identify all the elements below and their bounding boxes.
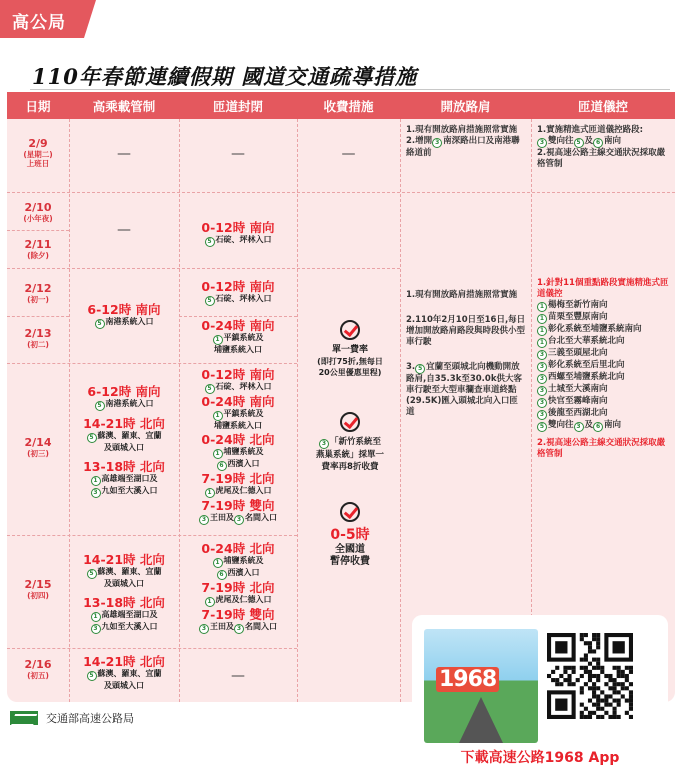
freeway-icon: 3 (537, 350, 547, 360)
qr-module (617, 699, 621, 703)
qr-module (567, 674, 571, 678)
qr-module (588, 674, 592, 678)
qr-module (596, 662, 600, 666)
qr-module (604, 694, 608, 698)
qr-module (592, 649, 596, 653)
freeway-3-icon: 3 (319, 439, 329, 449)
qr-module (559, 674, 563, 678)
freeway-1-icon: 1 (213, 449, 223, 459)
qr-module (617, 703, 621, 707)
empty-mark: — (341, 146, 356, 162)
qr-module (608, 715, 612, 719)
meter-segment-item: 3 後龍至西湖北向 (537, 408, 671, 420)
freeway-icon: 1 (537, 314, 547, 324)
date-2-11: 2/11 (除夕) (24, 238, 52, 260)
toll-flat-rate: 單一費率 (即打75折,無每日 20公里優惠里程) (307, 320, 393, 378)
qr-module (617, 682, 621, 686)
qr-module (621, 670, 625, 674)
ramp-2-12: 0-12時 南向 5 石碇、坪林入口 (201, 279, 275, 304)
qr-module (563, 670, 567, 674)
date-2-13: 2/13 (初二) (24, 327, 52, 349)
qr-module (588, 641, 592, 645)
header-toll: 收費措施 (297, 92, 400, 119)
row-divider (7, 648, 297, 649)
qr-module (625, 711, 629, 715)
row-divider (7, 535, 297, 536)
qr-module (625, 686, 629, 690)
row-divider (179, 316, 297, 317)
qr-module (600, 690, 604, 694)
freeway-3-icon: 3 (537, 138, 547, 148)
header-ramp-closure: 匝道封閉 (179, 92, 297, 119)
qr-module (592, 682, 596, 686)
row-divider (7, 230, 69, 231)
qr-module (621, 674, 625, 678)
qr-module (604, 711, 608, 715)
ramp-2-10-11: 0-12時 南向 5 石碇、坪林入口 (201, 220, 275, 245)
qr-module (596, 678, 600, 682)
hov-2-12-13: 6-12時 南向 5 南港系統入口 (87, 302, 161, 327)
qr-module (588, 711, 592, 715)
qr-module (608, 678, 612, 682)
app-download-label[interactable]: 下載高速公路1968 App (460, 750, 620, 766)
meter-segment-item: 3 土城至大溪南向 (537, 384, 671, 396)
qr-module (555, 682, 559, 686)
qr-module (576, 678, 580, 682)
qr-module (580, 711, 584, 715)
qr-module (592, 666, 596, 670)
qr-module (600, 670, 604, 674)
qr-module (604, 703, 608, 707)
qr-module (608, 703, 612, 707)
freeway-5-icon: 5 (205, 237, 215, 247)
qr-module (580, 690, 584, 694)
qr-module (613, 699, 617, 703)
header-hov: 高乘載管制 (69, 92, 179, 119)
qr-module (580, 633, 584, 637)
qr-module (617, 666, 621, 670)
freeway-5-icon: 5 (415, 364, 425, 374)
qr-module (629, 694, 633, 698)
qr-module (596, 658, 600, 662)
freeway-1-icon: 1 (213, 411, 223, 421)
meter-2-12-16: 1.針對11個重點路段實施精進式匝道儀控 1 楊梅至新竹南向 1 苗栗至豐原南向 1 彰化系統至埔鹽系統南向 1 台北至大華系統北向 3 三義至頭屋北向 3 彰化系統至后里北向 3 西螺至埔鹽系統北向 3 土城至大溪南向 3 快官至霧峰南向 3 後龍至西湖北向 5 雙向往 3 及 6 南向 2.視高速公路主線交通狀況採取嚴格管制 (537, 278, 671, 460)
qr-module (621, 682, 625, 686)
toll-discount: 3 「新竹系統至 燕巢系統」採單一 費率再8折收費 (307, 412, 393, 473)
meter-segment-item: 3 快官至霧峰南向 (537, 396, 671, 408)
freeway-1-icon: 1 (205, 597, 215, 607)
qr-module (629, 699, 633, 703)
date-2-10: 2/10 (小年夜) (23, 201, 53, 223)
qr-module (551, 678, 555, 682)
qr-module (584, 658, 588, 662)
qr-module (551, 670, 555, 674)
meter-segment-item: 1 苗栗至豐原南向 (537, 312, 671, 324)
qr-module (580, 674, 584, 678)
hov-2-16: 14-21時 北向 5 蘇澳、羅東、宜蘭 及頭城入口 (83, 654, 165, 690)
freeway-icon: 1 (537, 326, 547, 336)
freeway-icon: 3 (537, 374, 547, 384)
meter-segment-item: 3 三義至頭屋北向 (537, 348, 671, 360)
meter-segment-item: 1 彰化系統至埔鹽系統南向 (537, 324, 671, 336)
qr-module (613, 690, 617, 694)
road-graphic (459, 697, 503, 743)
qr-module (592, 711, 596, 715)
freeway-6-icon: 6 (217, 570, 227, 580)
col-divider (400, 119, 401, 702)
qr-module (613, 641, 625, 653)
qr-module (580, 658, 584, 662)
qr-module (580, 703, 584, 707)
qr-module (596, 707, 600, 711)
qr-module (613, 711, 617, 715)
qr-module (584, 670, 588, 674)
qr-module (608, 686, 612, 690)
freeway-1-icon: 1 (91, 476, 101, 486)
qr-module (629, 703, 633, 707)
freeway-1-icon: 1 (213, 335, 223, 345)
qr-module (584, 715, 588, 719)
qr-module (608, 694, 612, 698)
qr-module (613, 678, 617, 682)
qr-module (555, 678, 559, 682)
row-divider (7, 192, 675, 193)
qr-module (588, 670, 592, 674)
freeway-1-icon: 1 (91, 612, 101, 622)
qr-module (592, 658, 596, 662)
agency-tag-label: 高公局 (12, 13, 66, 33)
qr-module (604, 699, 608, 703)
qr-module (592, 633, 596, 637)
qr-module (613, 707, 617, 711)
check-icon (340, 502, 360, 522)
qr-module (625, 666, 629, 670)
qr-module (588, 715, 592, 719)
date-2-16: 2/16 (初五) (24, 658, 52, 680)
qr-module (629, 707, 633, 711)
freeway-bureau-logo-icon (10, 711, 38, 725)
row-divider (7, 268, 400, 269)
qr-module (596, 666, 600, 670)
qr-module (617, 690, 621, 694)
freeway-5-icon: 5 (95, 401, 105, 411)
qr-module (596, 699, 600, 703)
qr-module (572, 670, 576, 674)
toll-free-hours: 0-5時 全國道 暫停收費 (307, 502, 393, 568)
qr-module (604, 682, 608, 686)
qr-module (547, 674, 551, 678)
qr-module (596, 715, 600, 719)
title-divider (30, 89, 670, 90)
qr-module (555, 641, 567, 653)
qr-module (617, 674, 621, 678)
freeway-1-icon: 1 (205, 488, 215, 498)
row-divider (7, 316, 69, 317)
freeway-icon: 3 (537, 362, 547, 372)
freeway-5-icon: 5 (537, 422, 547, 432)
date-2-12: 2/12 (初一) (24, 282, 52, 304)
header-ramp-meter: 匝道儀控 (531, 92, 675, 119)
qr-module (596, 686, 600, 690)
check-icon (340, 320, 360, 340)
qr-module (592, 637, 596, 641)
qr-module (592, 674, 596, 678)
freeway-3-icon: 3 (91, 624, 101, 634)
qr-module (588, 686, 592, 690)
freeway-3-icon: 3 (234, 624, 244, 634)
meter-segment-item: 1 楊梅至新竹南向 (537, 300, 671, 312)
freeway-6-icon: 6 (217, 461, 227, 471)
freeway-3-icon: 3 (234, 515, 244, 525)
qr-module (567, 682, 571, 686)
qr-module (584, 653, 588, 657)
qr-module (600, 715, 604, 719)
qr-module (596, 703, 600, 707)
freeway-3-icon: 3 (199, 515, 209, 525)
ramp-2-13: 0-24時 南向 1 平鎮系統及 埔鹽系統入口 (201, 318, 275, 354)
qr-module (563, 666, 567, 670)
qr-module (625, 699, 629, 703)
qr-module (600, 707, 604, 711)
ramp-2-14: 0-12時 南向 5 石碇、坪林入口 0-24時 南向 1 平鎮系統及 埔鹽系統入口 0-24時 北向 1 埔鹽系統及 6 西濱入口 7-19時 北向 1 虎尾及仁德入口 7-19時 雙向 3 王田及 3 名間入口 (179, 367, 297, 525)
freeway-1-icon: 1 (213, 558, 223, 568)
check-icon (340, 412, 360, 432)
meter-2-9: 1.實施精進式匝道儀控路段: 3 雙向往 5 及 6 南向 2.視高速公路主線交通狀況採取嚴格管制 (537, 125, 666, 169)
qr-module (600, 666, 604, 670)
row-divider (7, 363, 297, 364)
meter-segment-item: 3 彰化系統至后里北向 (537, 360, 671, 372)
qr-module (580, 715, 584, 719)
qr-module (629, 690, 633, 694)
footer (10, 710, 134, 726)
qr-module (592, 686, 596, 690)
app-badge: 1968 (436, 667, 499, 692)
freeway-6-icon: 6 (593, 138, 603, 148)
header-shoulder: 開放路肩 (400, 92, 531, 119)
freeway-5-icon: 5 (87, 433, 97, 443)
hov-2-15: 14-21時 北向 5 蘇澳、羅東、宜蘭 及頭城入口 13-18時 北向 1 高雄端至湖口及 3 九如至大溪入口 (83, 552, 165, 632)
date-2-14: 2/14 (初三) (24, 436, 52, 458)
qr-module (592, 694, 596, 698)
empty-mark: — (231, 146, 245, 162)
qr-module (572, 666, 576, 670)
qr-module (567, 666, 571, 670)
qr-code[interactable] (547, 633, 633, 719)
qr-module (613, 686, 617, 690)
shoulder-2-9: 1.現有開放路肩措施照常實施 2.增開 3 南深路出口及南港聯絡道前 (406, 125, 520, 158)
freeway-icon: 1 (537, 338, 547, 348)
qr-module (580, 666, 584, 670)
qr-module (617, 670, 621, 674)
empty-mark: — (117, 222, 131, 238)
app-download-card[interactable] (412, 615, 668, 778)
qr-module (621, 694, 625, 698)
qr-module (596, 637, 600, 641)
freeway-3-icon: 3 (91, 488, 101, 498)
qr-module (559, 682, 563, 686)
meter-segment-list (537, 300, 671, 420)
qr-module (555, 699, 567, 711)
freeway-icon: 1 (537, 302, 547, 312)
freeway-3-icon: 3 (432, 138, 442, 148)
qr-module (555, 666, 559, 670)
qr-module (621, 686, 625, 690)
freeway-5-icon: 5 (205, 296, 215, 306)
footer-label: 交通部高速公路局 (46, 712, 134, 725)
freeway-5-icon: 5 (87, 569, 97, 579)
qr-module (608, 674, 612, 678)
qr-module (613, 682, 617, 686)
qr-module (617, 715, 621, 719)
qr-module (592, 690, 596, 694)
date-2-15: 2/15 (初四) (24, 578, 52, 600)
meter-segment-item: 3 西螺至埔鹽系統北向 (537, 372, 671, 384)
qr-module (584, 666, 588, 670)
ramp-2-15: 0-24時 北向 1 埔鹽系統及 6 西濱入口 7-19時 北向 1 虎尾及仁德入口 7-19時 雙向 3 王田及 3 名間入口 (179, 541, 297, 634)
empty-mark: — (117, 146, 131, 162)
freeway-3-icon: 3 (574, 422, 584, 432)
qr-module (596, 694, 600, 698)
qr-module (584, 633, 588, 637)
qr-module (596, 674, 600, 678)
qr-module (580, 637, 584, 641)
qr-module (588, 699, 592, 703)
shoulder-2-12-16: 1.現有開放路肩措施照常實施 2.110年2月10日至16日,每日增加開放路肩路段與時段供小型車行駛 3. 5 宜蘭至頭城北向機動開放路肩,自35.3k至30.0k供大客車行駛至大型車攔查車道終點(29.5K)匯入頭城北向入口匝道 (406, 290, 526, 417)
header-date: 日期 (7, 92, 69, 119)
qr-module (613, 666, 617, 670)
date-2-9: 2/9 (星期二) 上班日 (23, 137, 53, 168)
qr-module (625, 678, 629, 682)
qr-module (629, 666, 633, 670)
qr-module (629, 715, 633, 719)
hov-2-14: 6-12時 南向 5 南港系統入口 14-21時 北向 5 蘇澳、羅東、宜蘭 及頭城入口 13-18時 北向 1 高雄端至湖口及 3 九如至大溪入口 (83, 384, 165, 496)
qr-module (572, 682, 576, 686)
freeway-5-icon: 5 (95, 319, 105, 329)
qr-module (588, 645, 592, 649)
qr-module (596, 645, 600, 649)
qr-module (563, 678, 567, 682)
qr-module (588, 678, 592, 682)
freeway-6-icon: 6 (593, 422, 603, 432)
empty-mark: — (231, 668, 245, 684)
qr-module (592, 703, 596, 707)
qr-module (588, 662, 592, 666)
freeway-icon: 3 (537, 398, 547, 408)
qr-module (596, 633, 600, 637)
freeway-3-icon: 3 (199, 624, 209, 634)
qr-module (604, 674, 608, 678)
qr-module (596, 641, 600, 645)
freeway-icon: 3 (537, 386, 547, 396)
qr-module (584, 682, 588, 686)
qr-module (567, 678, 571, 682)
qr-module (629, 682, 633, 686)
qr-module (625, 674, 629, 678)
qr-module (613, 715, 617, 719)
page-title: 110年春節連續假期 國道交通疏導措施 (32, 64, 418, 89)
freeway-5-icon: 5 (87, 671, 97, 681)
qr-module (584, 641, 588, 645)
qr-module (580, 686, 584, 690)
meter-segment-item: 1 台北至大華系統北向 (537, 336, 671, 348)
qr-module (629, 670, 633, 674)
qr-module (588, 649, 592, 653)
freeway-5-icon: 5 (574, 138, 584, 148)
freeway-5-icon: 5 (205, 384, 215, 394)
col-divider (297, 119, 298, 702)
qr-module (584, 707, 588, 711)
qr-module (600, 699, 604, 703)
freeway-icon: 3 (537, 410, 547, 420)
app-1968-icon (424, 629, 538, 743)
